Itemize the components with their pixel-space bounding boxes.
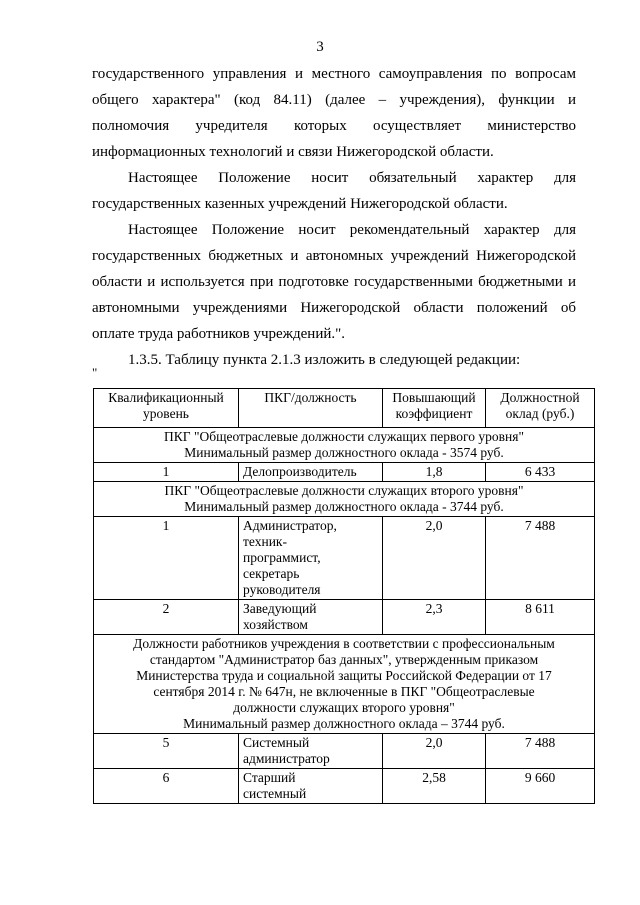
cell-salary: 9 660 xyxy=(486,769,595,804)
table-group-header xyxy=(94,482,595,517)
page-number: 3 xyxy=(316,39,324,55)
text-line: общего характера" (код 84.11) (далее – учреждения), функции и xyxy=(92,92,576,108)
table-group-header xyxy=(94,428,595,463)
text-line: информационных технологий и связи Нижегородской области. xyxy=(92,144,494,160)
text-line: Настоящее Положение носит обязательный характер для xyxy=(128,170,576,186)
header-coefficient: Повышающий коэффициент xyxy=(383,389,486,428)
cell-level: 6 xyxy=(94,769,239,804)
cell-coefficient: 1,8 xyxy=(383,463,486,482)
group-3-title: Должности работников учреждения в соответствии с профессиональным стандартом "Администратор баз данных", утвержденным приказом Министерства труда и социальной защиты Российской Федерации от 17 сентября 2014 г. № 647н, не включенные в ПКГ "Общеотраслевые должности служащих второго уровня" Минимальный размер должностного оклада – 3744 руб. xyxy=(94,635,595,734)
group-1-title: ПКГ "Общеотраслевые должности служащих первого уровня" Минимальный размер должностного оклада - 3574 руб. xyxy=(94,428,595,463)
text-line: Настоящее Положение носит рекомендательный характер для xyxy=(128,222,576,238)
cell-level: 2 xyxy=(94,600,239,635)
text-line: автономными учреждениями Нижегородской области положений об xyxy=(92,300,576,316)
cell-position: Администратор, техник- программист, секретарь руководителя xyxy=(239,517,383,600)
cell-coefficient: 2,3 xyxy=(383,600,486,635)
text-line: области и используется при подготовке государственными бюджетными и xyxy=(92,274,576,290)
cell-position: Системный администратор xyxy=(239,734,383,769)
opening-quote-mark: " xyxy=(92,365,98,380)
cell-salary: 7 488 xyxy=(486,734,595,769)
cell-salary: 6 433 xyxy=(486,463,595,482)
paragraph-4 xyxy=(92,347,576,373)
cell-level: 1 xyxy=(94,463,239,482)
header-salary: Должностной оклад (руб.) xyxy=(486,389,595,428)
cell-position: Заведующий хозяйством xyxy=(239,600,383,635)
table-group-header xyxy=(94,635,595,734)
header-qualification-level: Квалификационный уровень xyxy=(94,389,239,428)
salary-table xyxy=(93,388,595,804)
table-row xyxy=(94,517,595,600)
cell-level: 1 xyxy=(94,517,239,600)
cell-position: Делопроизводитель xyxy=(239,463,383,482)
text-line: государственных казенных учреждений Нижегородской области. xyxy=(92,196,508,212)
text-line: государственных бюджетных и автономных учреждений Нижегородской xyxy=(92,248,576,264)
text-line: полномочия учредителя которых осуществляет министерство xyxy=(92,118,576,134)
table-row xyxy=(94,600,595,635)
cell-coefficient: 2,0 xyxy=(383,517,486,600)
paragraph-1 xyxy=(92,61,576,165)
cell-coefficient: 2,58 xyxy=(383,769,486,804)
cell-position: Старший системный xyxy=(239,769,383,804)
text-line: государственного управления и местного самоуправления по вопросам xyxy=(92,66,576,82)
table-header-row xyxy=(94,389,595,428)
cell-salary: 8 611 xyxy=(486,600,595,635)
cell-coefficient: 2,0 xyxy=(383,734,486,769)
table-row xyxy=(94,463,595,482)
header-position: ПКГ/должность xyxy=(239,389,383,428)
cell-salary: 7 488 xyxy=(486,517,595,600)
table-row xyxy=(94,769,595,804)
text-line: 1.3.5. Таблицу пункта 2.1.3 изложить в следующей редакции: xyxy=(128,352,521,368)
paragraph-2 xyxy=(92,165,576,217)
text-line: оплате труда работников учреждений.". xyxy=(92,326,346,342)
cell-level: 5 xyxy=(94,734,239,769)
group-2-title: ПКГ "Общеотраслевые должности служащих второго уровня" Минимальный размер должностного оклада - 3744 руб. xyxy=(94,482,595,517)
paragraph-3 xyxy=(92,217,576,347)
table-row xyxy=(94,734,595,769)
